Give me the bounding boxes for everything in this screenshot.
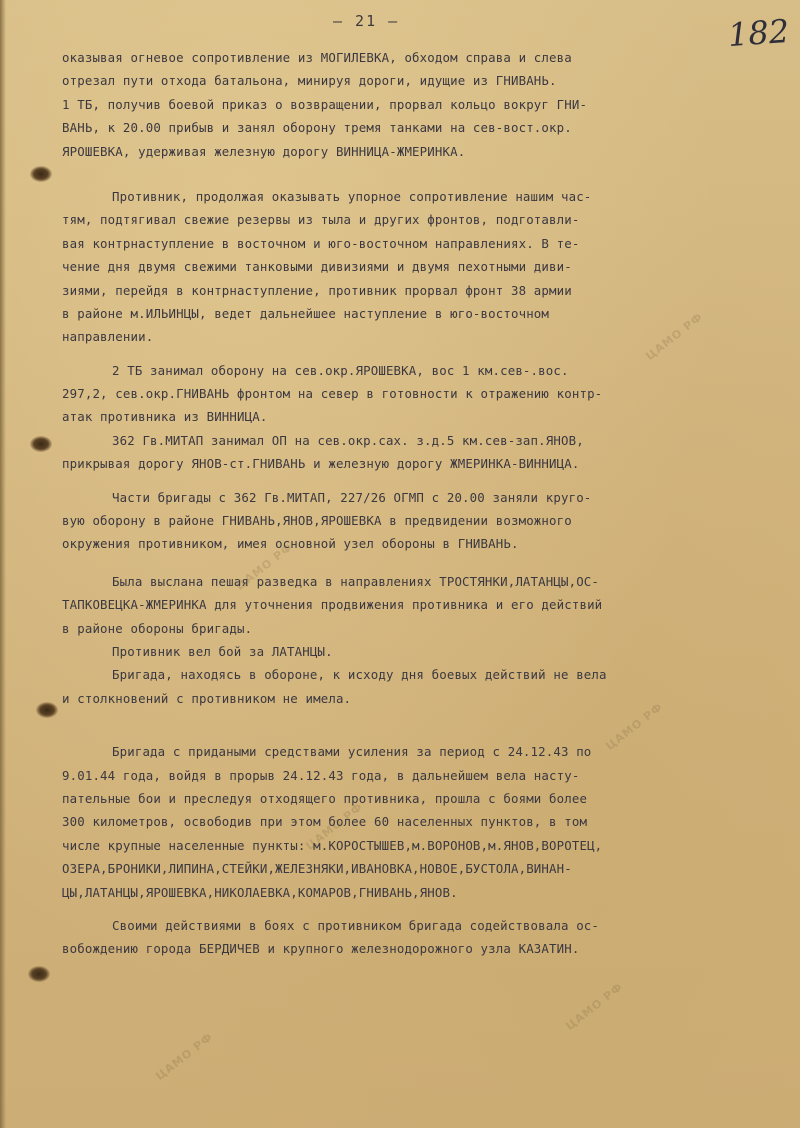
text-line: 362 Гв.МИТАП занимал ОП на сев.окр.сах. з.д.5 км.сев-зап.ЯНОВ, [112, 432, 584, 448]
document-body [62, 46, 762, 961]
text-line: окружения противником, имея основной узел обороны в ГНИВАНЬ. [62, 536, 519, 552]
archive-folio-number: 182 [726, 11, 791, 55]
text-line: чение дня двумя свежими танковыми дивизиями и двумя пехотными диви- [62, 259, 572, 275]
text-line: пательные бои и преследуя отходящего противника, прошла с боями более [62, 790, 588, 806]
text-line: 1 ТБ, получив боевой приказ о возвращении, прорвал кольцо вокруг ГНИ- [62, 96, 588, 112]
paragraph-gap [62, 904, 762, 914]
text-line: вую оборону в районе ГНИВАНЬ,ЯНОВ,ЯРОШЕВКА в предвидении возможного [62, 513, 572, 529]
archive-watermark: ЦАМО РФ [303, 800, 366, 853]
archive-watermark: ЦАМО РФ [233, 540, 296, 593]
archive-watermark: ЦАМО РФ [643, 310, 706, 363]
binding-hole [36, 702, 58, 718]
text-line: ТАПКОВЕЦКА-ЖМЕРИНКА для уточнения продвижения противника и его действий [62, 597, 603, 613]
paragraph-gap [62, 556, 762, 570]
paragraph-gap [62, 349, 762, 359]
binding-hole [28, 966, 50, 982]
text-line: ОЗЕРА,БРОНИКИ,ЛИПИНА,СТЕЙКИ,ЖЕЛЕЗНЯКИ,ИВАНОВКА,НОВОЕ,БУСТОЛА,ВИНАН- [62, 861, 572, 877]
text-line: Бригада с придаными средствами усиления за период с 24.12.43 по [112, 744, 592, 760]
text-line: в районе обороны бригады. [62, 620, 253, 636]
text-line: тям, подтягивал свежие резервы из тыла и других фронтов, подготавли- [62, 212, 580, 228]
text-line: отрезал пути отхода батальона, минируя дороги, идущие из ГНИВАНЬ. [62, 73, 557, 89]
text-line: оказывая огневое сопротивление из МОГИЛЕВКА, обходом справа и слева [62, 50, 572, 65]
archive-watermark: ЦАМО РФ [563, 980, 626, 1033]
text-line: Своими действиями в боях с противником бригада содействовала ос- [112, 917, 600, 933]
text-line: числе крупные населенные пункты: м.КОРОСТЫШЕВ,м.ВОРОНОВ,м.ЯНОВ,ВОРОТЕЦ, [62, 837, 603, 853]
paragraph-gap [62, 710, 762, 740]
text-line: направлении. [62, 329, 154, 345]
text-line: Противник вел бой за ЛАТАНЦЫ. [112, 643, 333, 659]
text-line: 297,2, сев.окр.ГНИВАНЬ фронтом на север в готовности к отражению контр- [62, 386, 603, 402]
text-line: 300 километров, освободив при этом более 60 населенных пунктов, в том [62, 814, 588, 830]
paragraph-gap [62, 476, 762, 486]
page-number: – 21 – [333, 12, 400, 30]
archive-watermark: ЦАМО РФ [603, 700, 666, 753]
text-line: и столкновений с противником не имела. [62, 690, 352, 706]
text-line: 9.01.44 года, войдя в прорыв 24.12.43 года, в дальнейшем вела насту- [62, 767, 580, 783]
page-edge-shadow [0, 0, 6, 1128]
text-line: ЦЫ,ЛАТАНЦЫ,ЯРОШЕВКА,НИКОЛАЕВКА,КОМАРОВ,ГНИВАНЬ,ЯНОВ. [62, 884, 458, 900]
text-line: ВАНЬ, к 20.00 прибыв и занял оборону тремя танками на сев-вост.окр. [62, 120, 572, 136]
text-line: Противник, продолжая оказывать упорное сопротивление нашим час- [112, 188, 592, 204]
text-line: ЯРОШЕВКА, удерживая железную дорогу ВИННИЦА-ЖМЕРИНКА. [62, 143, 466, 159]
text-line: Бригада, находясь в обороне, к исходу дня боевых действий не вела [112, 667, 607, 683]
text-line: 2 ТБ занимал оборону на сев.окр.ЯРОШЕВКА, вос 1 км.сев-.вос. [112, 362, 569, 378]
binding-hole [30, 166, 52, 182]
text-line: в районе м.ИЛЬИНЦЫ, ведет дальнейшее наступление в юго-восточном [62, 305, 550, 321]
archive-watermark: ЦАМО РФ [153, 1030, 216, 1083]
text-line: Была выслана пешая разведка в направлениях ТРОСТЯНКИ,ЛАТАНЦЫ,ОС- [112, 573, 600, 589]
text-line: атак противника из ВИННИЦА. [62, 409, 268, 425]
text-line: вая контрнаступление в восточном и юго-восточном направлениях. В те- [62, 235, 580, 251]
text-line: прикрывая дорогу ЯНОВ-ст.ГНИВАНЬ и железную дорогу ЖМЕРИНКА-ВИННИЦА. [62, 456, 580, 472]
binding-hole [30, 436, 52, 452]
text-line: вобождению города БЕРДИЧЕВ и крупного железнодорожного узла КАЗАТИН. [62, 941, 580, 957]
text-line: Части бригады с 362 Гв.МИТАП, 227/26 ОГМП с 20.00 заняли круго- [112, 489, 592, 505]
text-line: зиями, перейдя в контрнаступление, противник прорвал фронт 38 армии [62, 282, 572, 298]
paragraph-gap [62, 163, 762, 185]
